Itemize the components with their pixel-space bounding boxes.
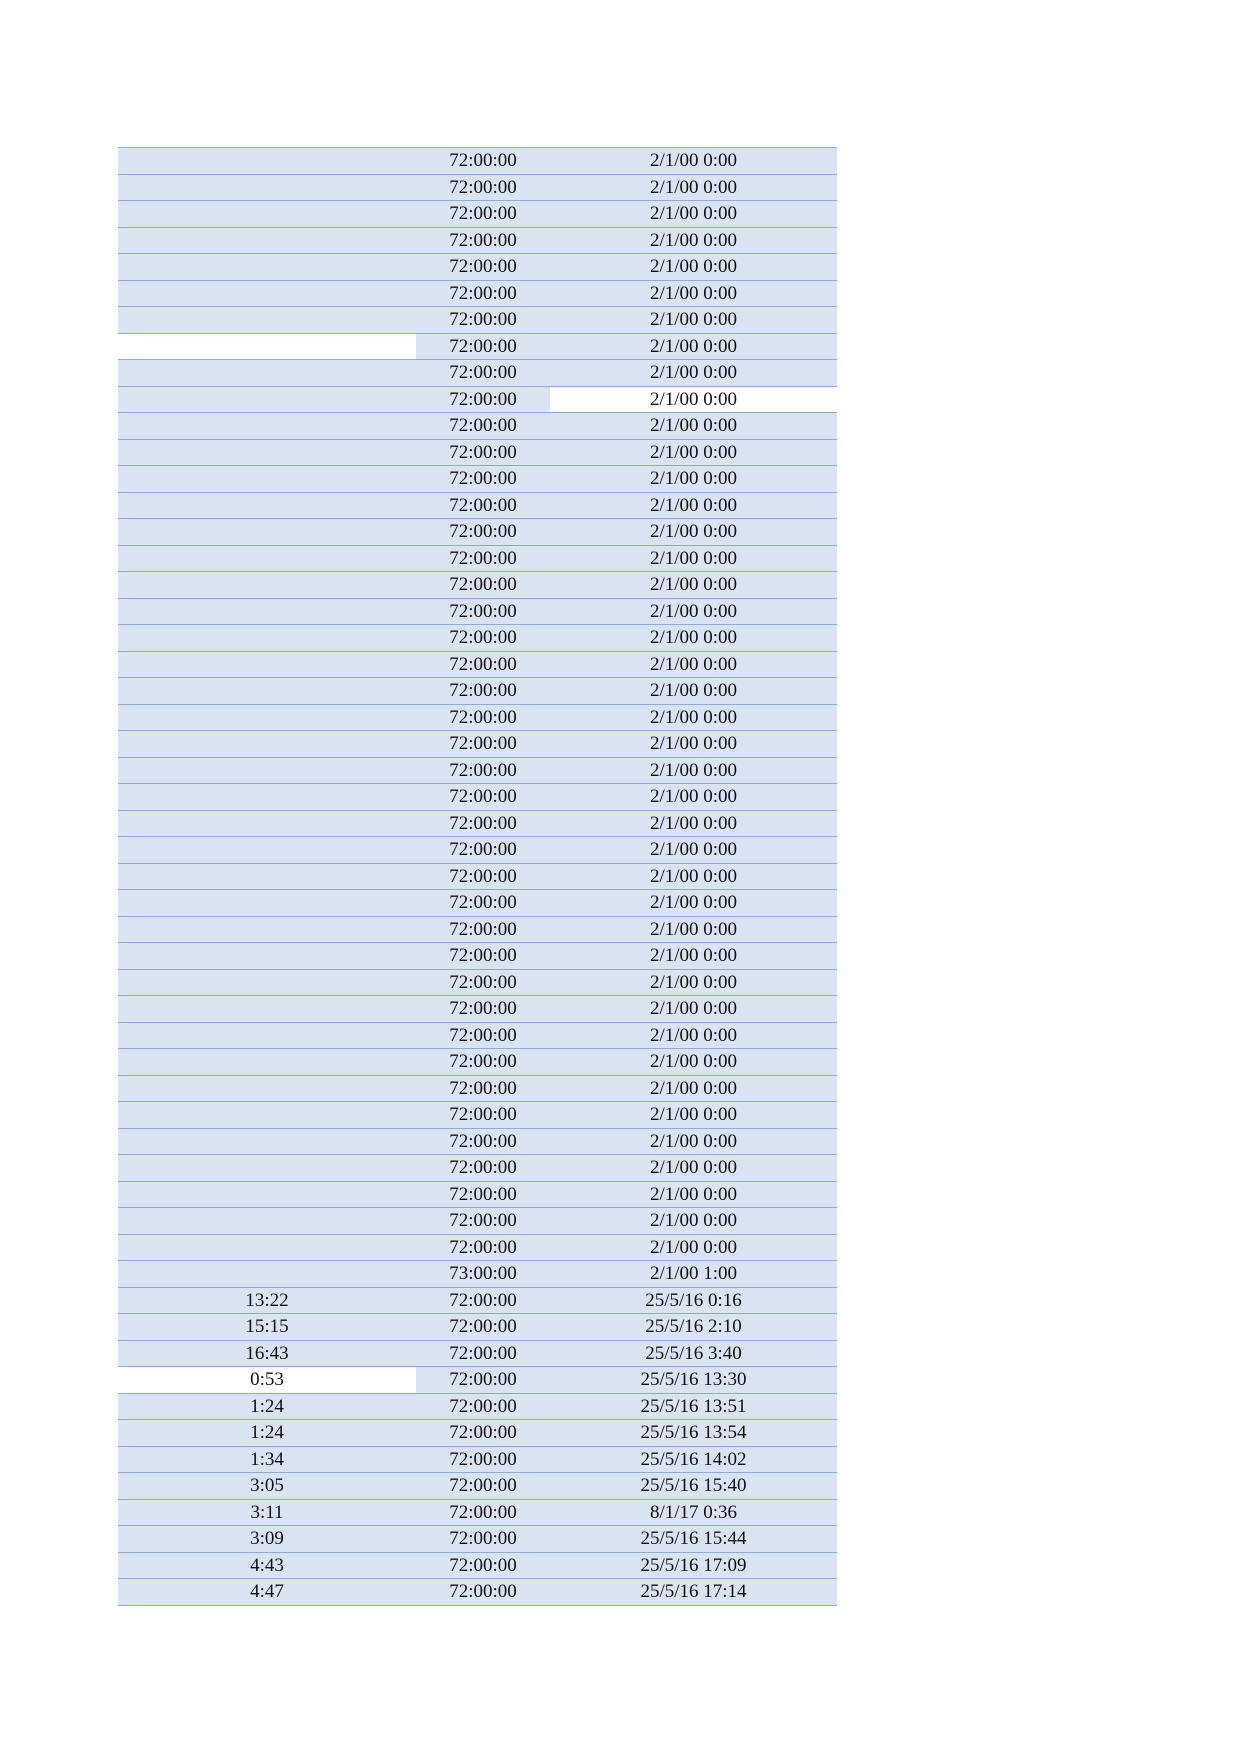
- table-cell[interactable]: 72:00:00: [416, 281, 550, 307]
- table-cell[interactable]: 72:00:00: [416, 1102, 550, 1128]
- table-row: [118, 864, 837, 891]
- table-cell[interactable]: 72:00:00: [416, 996, 550, 1022]
- table-cell[interactable]: 72:00:00: [416, 652, 550, 678]
- table-cell[interactable]: 2/1/00 0:00: [550, 943, 837, 969]
- table-cell[interactable]: 25/5/16 0:16: [550, 1288, 837, 1314]
- table-cell[interactable]: [118, 1102, 416, 1128]
- table-cell[interactable]: 72:00:00: [416, 917, 550, 943]
- table-row: [118, 493, 837, 520]
- table-cell[interactable]: 2/1/00 0:00: [550, 917, 837, 943]
- table-cell[interactable]: 2/1/00 0:00: [550, 1235, 837, 1261]
- table-cell[interactable]: 72:00:00: [416, 1208, 550, 1234]
- table-cell[interactable]: [118, 943, 416, 969]
- table-cell[interactable]: [118, 1129, 416, 1155]
- table-cell[interactable]: 2/1/00 0:00: [550, 811, 837, 837]
- table-row: [118, 1023, 837, 1050]
- table-row: [118, 546, 837, 573]
- table-row: [118, 1367, 837, 1394]
- table-cell[interactable]: 72:00:00: [416, 1500, 550, 1526]
- table-cell[interactable]: [118, 731, 416, 757]
- table-cell[interactable]: 2/1/00 0:00: [550, 864, 837, 890]
- table-row: [118, 970, 837, 997]
- table-cell[interactable]: 2/1/00 0:00: [550, 1049, 837, 1075]
- table-cell[interactable]: 2/1/00 0:00: [550, 837, 837, 863]
- table-cell[interactable]: 72:00:00: [416, 1076, 550, 1102]
- table-cell[interactable]: [118, 1235, 416, 1261]
- table-cell[interactable]: [118, 493, 416, 519]
- table-cell[interactable]: 15:15: [118, 1314, 416, 1340]
- table-cell[interactable]: 4:43: [118, 1553, 416, 1579]
- table-cell[interactable]: [118, 678, 416, 704]
- table-cell[interactable]: 72:00:00: [416, 811, 550, 837]
- table-cell[interactable]: 1:24: [118, 1394, 416, 1420]
- table-cell[interactable]: 2/1/00 0:00: [550, 599, 837, 625]
- table-cell[interactable]: 72:00:00: [416, 1579, 550, 1605]
- table-cell[interactable]: [118, 148, 416, 174]
- table-cell[interactable]: 72:00:00: [416, 625, 550, 651]
- table-cell[interactable]: 72:00:00: [416, 387, 550, 413]
- table-cell[interactable]: 72:00:00: [416, 334, 550, 360]
- table-row: [118, 1288, 837, 1315]
- table-cell[interactable]: [118, 625, 416, 651]
- table-cell[interactable]: 72:00:00: [416, 1553, 550, 1579]
- table-cell[interactable]: [118, 466, 416, 492]
- table-cell[interactable]: [118, 254, 416, 280]
- table-cell[interactable]: 2/1/00 0:00: [550, 996, 837, 1022]
- table-cell[interactable]: 2/1/00 0:00: [550, 1182, 837, 1208]
- table-cell[interactable]: 72:00:00: [416, 837, 550, 863]
- table-row: [118, 625, 837, 652]
- table-cell[interactable]: [118, 758, 416, 784]
- table-cell[interactable]: [118, 307, 416, 333]
- table-cell[interactable]: 72:00:00: [416, 1473, 550, 1499]
- table-row: [118, 1526, 837, 1553]
- table-cell[interactable]: 2/1/00 0:00: [550, 440, 837, 466]
- table-cell[interactable]: 25/5/16 15:44: [550, 1526, 837, 1552]
- table-cell[interactable]: 72:00:00: [416, 1129, 550, 1155]
- table-cell[interactable]: 2/1/00 0:00: [550, 281, 837, 307]
- table-row: [118, 1129, 837, 1156]
- table-row: [118, 148, 837, 175]
- table-cell[interactable]: [118, 201, 416, 227]
- table-cell[interactable]: 2/1/00 0:00: [550, 784, 837, 810]
- table-row: [118, 599, 837, 626]
- table-cell[interactable]: 25/5/16 15:40: [550, 1473, 837, 1499]
- table-row: [118, 1341, 837, 1368]
- table-cell[interactable]: 72:00:00: [416, 731, 550, 757]
- table-cell[interactable]: 2/1/00 0:00: [550, 1102, 837, 1128]
- table-cell[interactable]: 2/1/00 0:00: [550, 1155, 837, 1181]
- table-row: [118, 307, 837, 334]
- table-cell[interactable]: 25/5/16 17:09: [550, 1553, 837, 1579]
- table-row: [118, 1076, 837, 1103]
- table-cell[interactable]: 72:00:00: [416, 148, 550, 174]
- table-cell[interactable]: 72:00:00: [416, 175, 550, 201]
- table-cell[interactable]: 1:34: [118, 1447, 416, 1473]
- table-row: [118, 784, 837, 811]
- table-cell[interactable]: 72:00:00: [416, 1526, 550, 1552]
- table-cell[interactable]: [118, 546, 416, 572]
- table-cell[interactable]: 2/1/00 0:00: [550, 334, 837, 360]
- table-cell[interactable]: 25/5/16 13:54: [550, 1420, 837, 1446]
- spreadsheet-table: [118, 147, 837, 1606]
- table-row: [118, 1182, 837, 1209]
- table-cell[interactable]: 2/1/00 0:00: [550, 519, 837, 545]
- table-row: [118, 1420, 837, 1447]
- table-cell[interactable]: [118, 1208, 416, 1234]
- table-cell[interactable]: 25/5/16 14:02: [550, 1447, 837, 1473]
- table-cell[interactable]: [118, 360, 416, 386]
- table-row: [118, 228, 837, 255]
- table-cell[interactable]: 2/1/00 1:00: [550, 1261, 837, 1287]
- table-cell[interactable]: [118, 1076, 416, 1102]
- table-row: [118, 705, 837, 732]
- table-cell[interactable]: 72:00:00: [416, 546, 550, 572]
- table-cell[interactable]: 3:09: [118, 1526, 416, 1552]
- table-cell[interactable]: [118, 1023, 416, 1049]
- table-cell[interactable]: 2/1/00 0:00: [550, 148, 837, 174]
- table-row: [118, 1579, 837, 1606]
- table-cell[interactable]: 72:00:00: [416, 1049, 550, 1075]
- table-cell[interactable]: [118, 1182, 416, 1208]
- table-cell[interactable]: [118, 572, 416, 598]
- table-cell[interactable]: 72:00:00: [416, 705, 550, 731]
- table-row: [118, 175, 837, 202]
- table-row: [118, 758, 837, 785]
- table-cell[interactable]: 3:11: [118, 1500, 416, 1526]
- table-row: [118, 837, 837, 864]
- table-cell[interactable]: 0:53: [118, 1367, 416, 1393]
- table-cell[interactable]: 2/1/00 0:00: [550, 546, 837, 572]
- table-cell[interactable]: 72:00:00: [416, 228, 550, 254]
- table-cell[interactable]: 72:00:00: [416, 493, 550, 519]
- table-cell[interactable]: [118, 864, 416, 890]
- table-row: [118, 413, 837, 440]
- table-cell[interactable]: [118, 1155, 416, 1181]
- table-cell[interactable]: 2/1/00 0:00: [550, 175, 837, 201]
- table-row: [118, 1102, 837, 1129]
- table-cell[interactable]: 2/1/00 0:00: [550, 1076, 837, 1102]
- table-row: [118, 1155, 837, 1182]
- table-cell[interactable]: 72:00:00: [416, 360, 550, 386]
- table-cell[interactable]: [118, 996, 416, 1022]
- table-row: [118, 334, 837, 361]
- table-cell[interactable]: 2/1/00 0:00: [550, 625, 837, 651]
- table-row: [118, 652, 837, 679]
- table-cell[interactable]: [118, 705, 416, 731]
- table-cell[interactable]: 2/1/00 0:00: [550, 1208, 837, 1234]
- table-row: [118, 387, 837, 414]
- table-cell[interactable]: 72:00:00: [416, 1235, 550, 1261]
- table-cell[interactable]: 25/5/16 13:51: [550, 1394, 837, 1420]
- table-cell[interactable]: 72:00:00: [416, 1367, 550, 1393]
- table-row: [118, 1553, 837, 1580]
- table-cell[interactable]: 72:00:00: [416, 572, 550, 598]
- table-cell[interactable]: 72:00:00: [416, 678, 550, 704]
- table-row: [118, 254, 837, 281]
- table-cell[interactable]: [118, 890, 416, 916]
- table-row: [118, 440, 837, 467]
- table-row: [118, 466, 837, 493]
- table-cell[interactable]: 72:00:00: [416, 1447, 550, 1473]
- table-cell[interactable]: 72:00:00: [416, 1314, 550, 1340]
- table-cell[interactable]: 25/5/16 13:30: [550, 1367, 837, 1393]
- table-row: [118, 1235, 837, 1262]
- table-row: [118, 1208, 837, 1235]
- table-cell[interactable]: [118, 811, 416, 837]
- table-cell[interactable]: [118, 599, 416, 625]
- table-cell[interactable]: [118, 413, 416, 439]
- table-cell[interactable]: 72:00:00: [416, 758, 550, 784]
- table-cell[interactable]: [118, 334, 416, 360]
- table-cell[interactable]: 2/1/00 0:00: [550, 254, 837, 280]
- table-cell[interactable]: 72:00:00: [416, 466, 550, 492]
- table-cell[interactable]: 2/1/00 0:00: [550, 1023, 837, 1049]
- table-row: [118, 1394, 837, 1421]
- table-cell[interactable]: 2/1/00 0:00: [550, 652, 837, 678]
- table-cell[interactable]: 8/1/17 0:36: [550, 1500, 837, 1526]
- table-row: [118, 811, 837, 838]
- table-cell[interactable]: 73:00:00: [416, 1261, 550, 1287]
- table-row: [118, 678, 837, 705]
- table-cell[interactable]: [118, 1049, 416, 1075]
- table-row: [118, 890, 837, 917]
- table-cell[interactable]: 25/5/16 2:10: [550, 1314, 837, 1340]
- table-cell[interactable]: 72:00:00: [416, 1023, 550, 1049]
- table-row: [118, 731, 837, 758]
- table-cell[interactable]: 72:00:00: [416, 1288, 550, 1314]
- table-cell[interactable]: [118, 519, 416, 545]
- table-cell[interactable]: 72:00:00: [416, 1341, 550, 1367]
- table-cell[interactable]: 2/1/00 0:00: [550, 731, 837, 757]
- table-cell[interactable]: 3:05: [118, 1473, 416, 1499]
- table-cell[interactable]: [118, 387, 416, 413]
- table-cell[interactable]: 72:00:00: [416, 201, 550, 227]
- table-row: [118, 1447, 837, 1474]
- table-cell[interactable]: [118, 228, 416, 254]
- table-cell[interactable]: 2/1/00 0:00: [550, 387, 837, 413]
- table-cell[interactable]: 72:00:00: [416, 1182, 550, 1208]
- table-cell[interactable]: [118, 281, 416, 307]
- table-cell[interactable]: 72:00:00: [416, 784, 550, 810]
- table-cell[interactable]: [118, 652, 416, 678]
- table-cell[interactable]: 2/1/00 0:00: [550, 705, 837, 731]
- table-cell[interactable]: [118, 970, 416, 996]
- table-row: [118, 1500, 837, 1527]
- table-row: [118, 572, 837, 599]
- table-cell[interactable]: 4:47: [118, 1579, 416, 1605]
- table-row: [118, 1314, 837, 1341]
- table-row: [118, 360, 837, 387]
- table-cell[interactable]: 72:00:00: [416, 1420, 550, 1446]
- table-cell[interactable]: [118, 175, 416, 201]
- table-cell[interactable]: [118, 440, 416, 466]
- table-cell[interactable]: 2/1/00 0:00: [550, 970, 837, 996]
- table-row: [118, 943, 837, 970]
- table-cell[interactable]: 72:00:00: [416, 413, 550, 439]
- table-cell[interactable]: 72:00:00: [416, 890, 550, 916]
- table-cell[interactable]: 72:00:00: [416, 307, 550, 333]
- table-cell[interactable]: 16:43: [118, 1341, 416, 1367]
- table-cell[interactable]: 2/1/00 0:00: [550, 758, 837, 784]
- table-cell[interactable]: 25/5/16 3:40: [550, 1341, 837, 1367]
- table-row: [118, 201, 837, 228]
- table-cell[interactable]: 72:00:00: [416, 970, 550, 996]
- table-cell[interactable]: [118, 784, 416, 810]
- table-cell[interactable]: 72:00:00: [416, 440, 550, 466]
- table-cell[interactable]: 2/1/00 0:00: [550, 1129, 837, 1155]
- table-cell[interactable]: 2/1/00 0:00: [550, 201, 837, 227]
- table-row: [118, 519, 837, 546]
- table-cell[interactable]: 72:00:00: [416, 519, 550, 545]
- table-cell[interactable]: 2/1/00 0:00: [550, 413, 837, 439]
- table-row: [118, 996, 837, 1023]
- table-cell[interactable]: 72:00:00: [416, 943, 550, 969]
- table-cell[interactable]: 13:22: [118, 1288, 416, 1314]
- table-cell[interactable]: 72:00:00: [416, 599, 550, 625]
- table-cell[interactable]: 72:00:00: [416, 1394, 550, 1420]
- table-cell[interactable]: 72:00:00: [416, 864, 550, 890]
- table-row: [118, 281, 837, 308]
- table-cell[interactable]: 25/5/16 17:14: [550, 1579, 837, 1605]
- table-cell[interactable]: 2/1/00 0:00: [550, 678, 837, 704]
- table-cell[interactable]: 2/1/00 0:00: [550, 307, 837, 333]
- table-cell[interactable]: 2/1/00 0:00: [550, 360, 837, 386]
- table-row: [118, 1261, 837, 1288]
- table-row: [118, 1473, 837, 1500]
- table-row: [118, 1049, 837, 1076]
- table-cell[interactable]: [118, 837, 416, 863]
- table-cell[interactable]: 2/1/00 0:00: [550, 890, 837, 916]
- table-cell[interactable]: 2/1/00 0:00: [550, 572, 837, 598]
- table-cell[interactable]: 2/1/00 0:00: [550, 466, 837, 492]
- table-cell[interactable]: 2/1/00 0:00: [550, 493, 837, 519]
- table-cell[interactable]: 72:00:00: [416, 254, 550, 280]
- table-cell[interactable]: [118, 917, 416, 943]
- table-cell[interactable]: 72:00:00: [416, 1155, 550, 1181]
- table-cell[interactable]: [118, 1261, 416, 1287]
- table-cell[interactable]: 2/1/00 0:00: [550, 228, 837, 254]
- table-cell[interactable]: 1:24: [118, 1420, 416, 1446]
- table-row: [118, 917, 837, 944]
